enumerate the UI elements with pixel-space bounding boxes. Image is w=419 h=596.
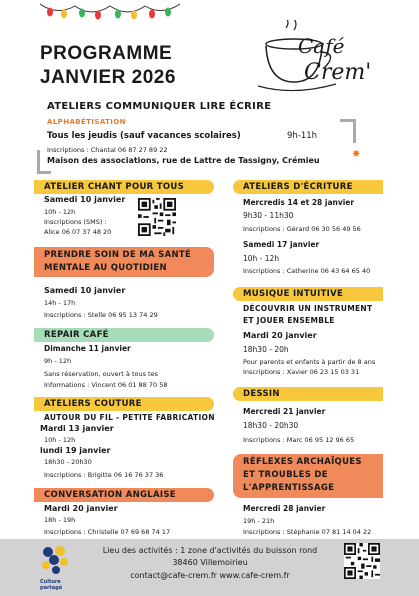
chant-inscription-label: Inscriptions (SMS) : bbox=[44, 218, 107, 226]
musique-inscription: Inscriptions : Xavier 06 23 15 03 31 bbox=[243, 368, 360, 376]
sante-title-line1: PRENDRE SOIN DE MA SANTÉ bbox=[44, 250, 192, 260]
section-sante-header bbox=[34, 247, 214, 277]
reflexes-title-line2: ET TROUBLES DE bbox=[243, 470, 328, 480]
footer-contact[interactable]: contact@cafe-crem.fr www.cafe-crem.fr bbox=[130, 571, 290, 580]
footer-address-line2: 38460 Villemoirieu bbox=[172, 558, 248, 567]
anglaise-date: Mardi 20 janvier bbox=[44, 504, 118, 513]
intro-inscription: Inscriptions : Chantal 06 87 27 89 22 bbox=[47, 146, 168, 154]
section-anglaise-header: CONVERSATION ANGLAISE bbox=[34, 488, 214, 502]
intro-time: 9h-11h bbox=[287, 131, 318, 141]
page-title bbox=[40, 42, 176, 90]
section-chant-header: ATELIER CHANT POUR TOUS bbox=[34, 180, 214, 194]
reflexes-title-line3: L'APPRENTISSAGE bbox=[243, 483, 335, 493]
sante-time: 14h - 17h bbox=[44, 299, 76, 307]
chant-inscription: Alice 06 07 37 48 20 bbox=[44, 228, 112, 236]
musique-subtitle-1: DÉCOUVRIR UN INSTRUMENT bbox=[243, 304, 373, 313]
couture-subtitle: AUTOUR DU FIL - PETITE FABRICATION bbox=[44, 413, 215, 422]
sante-title-line2: MENTALE AU QUOTIDIEN bbox=[44, 263, 167, 273]
section-couture-header: ATELIERS COUTURE bbox=[34, 397, 214, 411]
musique-note: Pour parents et enfants à partir de 8 ans bbox=[243, 358, 376, 366]
repair-note: Sans réservation, ouvert à tous tes bbox=[44, 370, 158, 378]
string-lights-decoration bbox=[40, 0, 180, 26]
ecriture-time-1: 9h30 - 11h30 bbox=[243, 211, 294, 220]
couture-date-2: lundi 19 janvier bbox=[40, 446, 111, 455]
dessin-inscription: Inscriptions : Marc 06 95 12 96 65 bbox=[243, 436, 355, 444]
section-ecriture-header: ATELIERS D'ÉCRITURE bbox=[233, 180, 383, 194]
intro-schedule: Tous les jeudis (sauf vacances scolaires) bbox=[47, 131, 241, 141]
repair-time: 9h - 12h bbox=[44, 357, 72, 365]
reflexes-time: 19h - 21h bbox=[243, 517, 275, 525]
reflexes-title-line1: RÉFLEXES ARCHAÏQUES bbox=[243, 457, 362, 467]
musique-time: 18h30 - 20h bbox=[243, 345, 289, 354]
intro-subtitle: ALPHABÉTISATION bbox=[47, 118, 126, 126]
qr-code-icon bbox=[344, 543, 380, 579]
couture-inscription: Inscriptions : Brigitte 06 16 76 37 36 bbox=[44, 471, 164, 479]
people-cluster-icon bbox=[40, 545, 70, 575]
section-repair-header: REPAIR CAFÉ bbox=[34, 328, 214, 342]
repair-info: Informations : Vincent 06 01 88 70 58 bbox=[44, 381, 168, 389]
sante-inscription: Inscriptions : Stelle 06 95 13 74 29 bbox=[44, 311, 158, 319]
section-reflexes-header bbox=[233, 454, 383, 498]
footer-address-line1: Lieu des activités : 1 zone d'activités du buisson rond bbox=[102, 546, 318, 555]
ecriture-date-2: Samedi 17 janvier bbox=[243, 240, 320, 249]
chant-time: 10h - 12h bbox=[44, 208, 76, 216]
ecriture-inscription-1: Inscriptions : Gérard 06 30 56 49 56 bbox=[243, 225, 361, 233]
couture-time-1: 10h - 12h bbox=[44, 436, 76, 444]
intro-title: ATELIERS COMMUNIQUER LIRE ÉCRIRE bbox=[47, 101, 272, 112]
reflexes-date: Mercredi 28 janvier bbox=[243, 504, 326, 513]
title-line-1: PROGRAMME bbox=[40, 43, 173, 64]
culture-partage-label: Culture partagé bbox=[40, 579, 63, 591]
section-dessin-header: DESSIN bbox=[233, 387, 383, 401]
star-icon: ✸ bbox=[352, 149, 361, 160]
dessin-time: 18h30 - 20h30 bbox=[243, 421, 299, 430]
musique-subtitle-2: ET JOUER ENSEMBLE bbox=[243, 316, 335, 325]
title-line-2: JANVIER 2026 bbox=[40, 67, 176, 88]
anglaise-inscription: Inscriptions : Christelle 07 69 68 74 17 bbox=[44, 528, 171, 536]
bracket-decoration bbox=[340, 119, 356, 143]
dessin-date: Mercredi 21 janvier bbox=[243, 407, 326, 416]
intro-location: Maison des associations, rue de Lattre de Tassigny, Crémieu bbox=[47, 156, 320, 165]
ecriture-time-2: 10h - 12h bbox=[243, 254, 280, 263]
cafe-crem-logo bbox=[246, 20, 381, 96]
bracket-decoration bbox=[37, 150, 51, 174]
couture-time-2: 18h30 - 20h30 bbox=[44, 458, 92, 466]
repair-date: Dimanche 11 janvier bbox=[44, 344, 131, 353]
culture-partage-logo bbox=[40, 545, 70, 589]
chant-date: Samedi 10 janvier bbox=[44, 195, 126, 204]
ecriture-date-1: Mercredis 14 et 28 janvier bbox=[243, 198, 355, 207]
reflexes-inscription: Inscriptions : Stéphanie 07 81 14 04 22 bbox=[243, 528, 372, 536]
sante-date: Samedi 10 janvier bbox=[44, 286, 126, 295]
logo-text-line1: Café bbox=[298, 34, 345, 58]
ecriture-inscription-2: Inscriptions : Catherine 06 43 64 65 40 bbox=[243, 267, 371, 275]
couture-date-1: Mardi 13 janvier bbox=[40, 424, 114, 433]
qr-code-icon bbox=[138, 198, 176, 236]
musique-date: Mardi 20 janvier bbox=[243, 331, 317, 340]
section-musique-header: MUSIQUE INTUITIVE bbox=[233, 287, 383, 301]
anglaise-time: 18h - 19h bbox=[44, 516, 76, 524]
logo-text-line2: Crem' bbox=[304, 60, 372, 85]
